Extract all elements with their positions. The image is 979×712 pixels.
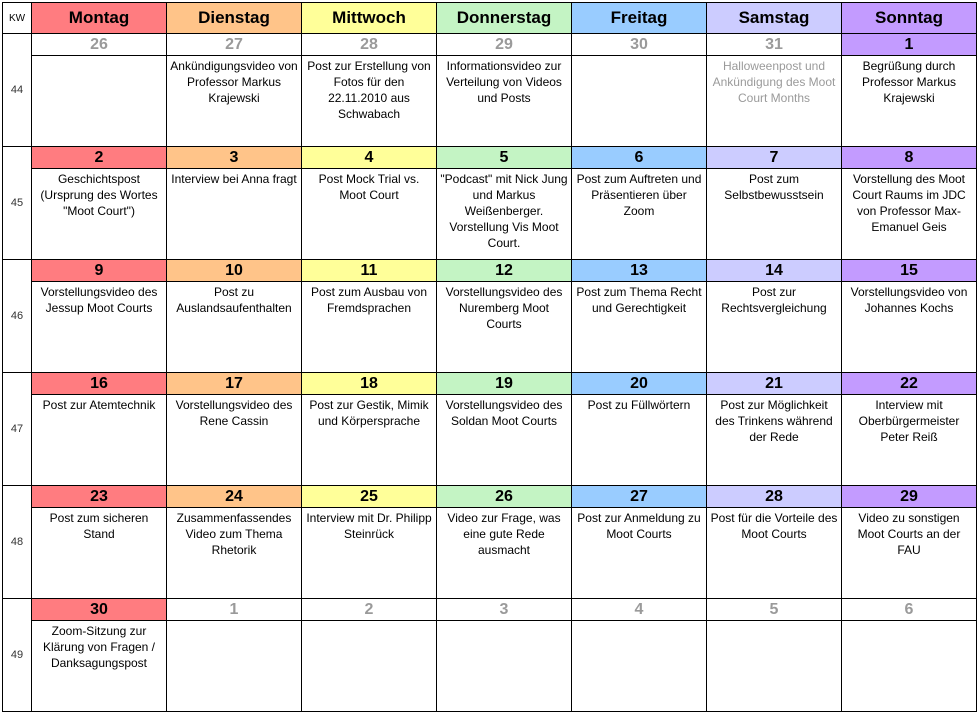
day-event-text: Video zur Frage, was eine gute Rede ausmacht <box>437 508 572 599</box>
day-event-text: Post zum Auftreten und Präsentieren über Zoom <box>572 169 707 260</box>
week-text-row <box>3 56 977 147</box>
day-number: 1 <box>842 34 977 56</box>
day-number: 30 <box>32 599 167 621</box>
day-event-text: "Podcast" mit Nick Jung und Markus Weißenberger. Vorstellung Vis Moot Court. <box>437 169 572 260</box>
day-number: 23 <box>32 486 167 508</box>
day-number: 15 <box>842 260 977 282</box>
day-number: 20 <box>572 373 707 395</box>
kw-cell: 46 <box>3 260 32 373</box>
day-event-text: Post zur Gestik, Mimik und Körpersprache <box>302 395 437 486</box>
day-number: 27 <box>572 486 707 508</box>
day-number: 5 <box>707 599 842 621</box>
calendar-grid <box>2 2 977 712</box>
day-number: 11 <box>302 260 437 282</box>
day-number: 24 <box>167 486 302 508</box>
day-event-text: Post Mock Trial vs. Moot Court <box>302 169 437 260</box>
day-header-montag: Montag <box>32 3 167 34</box>
day-event-text: Video zu sonstigen Moot Courts an der FAU <box>842 508 977 599</box>
day-event-text: Post zur Rechtsvergleichung <box>707 282 842 373</box>
day-event-text <box>572 56 707 147</box>
day-number: 3 <box>167 147 302 169</box>
day-number: 2 <box>32 147 167 169</box>
day-number: 16 <box>32 373 167 395</box>
day-event-text: Post zum Ausbau von Fremdsprachen <box>302 282 437 373</box>
day-event-text: Post zu Füllwörtern <box>572 395 707 486</box>
kw-cell: 49 <box>3 599 32 712</box>
day-header-freitag: Freitag <box>572 3 707 34</box>
day-number: 3 <box>437 599 572 621</box>
day-event-text: Post zum Thema Recht und Gerechtigkeit <box>572 282 707 373</box>
weekday-header-row <box>3 3 977 34</box>
day-event-text: Vorstellungsvideo des Jessup Moot Courts <box>32 282 167 373</box>
week-number-row <box>3 34 977 56</box>
kw-cell: 45 <box>3 147 32 260</box>
day-number: 21 <box>707 373 842 395</box>
day-event-text: Post zur Atemtechnik <box>32 395 167 486</box>
day-number: 28 <box>302 34 437 56</box>
week-number-row <box>3 486 977 508</box>
day-event-text: Vorstellungsvideo des Soldan Moot Courts <box>437 395 572 486</box>
day-event-text: Halloweenpost und Ankündigung des Moot Court Months <box>707 56 842 147</box>
day-number: 5 <box>437 147 572 169</box>
day-number: 8 <box>842 147 977 169</box>
day-event-text <box>842 621 977 712</box>
kw-cell: 44 <box>3 34 32 147</box>
day-event-text: Post zur Möglichkeit des Trinkens während der Rede <box>707 395 842 486</box>
day-number: 6 <box>572 147 707 169</box>
day-header-mittwoch: Mittwoch <box>302 3 437 34</box>
day-number: 1 <box>167 599 302 621</box>
day-event-text: Zoom-Sitzung zur Klärung von Fragen / Danksagungspost <box>32 621 167 712</box>
day-header-samstag: Samstag <box>707 3 842 34</box>
kw-cell: 48 <box>3 486 32 599</box>
day-event-text: Interview mit Dr. Philipp Steinrück <box>302 508 437 599</box>
day-event-text: Vorstellungsvideo des Rene Cassin <box>167 395 302 486</box>
week-number-row <box>3 147 977 169</box>
day-event-text: Interview mit Oberbürgermeister Peter Reiß <box>842 395 977 486</box>
day-event-text: Vorstellung des Moot Court Raums im JDC von Professor Max-Emanuel Geis <box>842 169 977 260</box>
day-number: 28 <box>707 486 842 508</box>
day-event-text: Interview bei Anna fragt <box>167 169 302 260</box>
day-number: 9 <box>32 260 167 282</box>
day-event-text <box>707 621 842 712</box>
day-number: 29 <box>842 486 977 508</box>
day-number: 4 <box>302 147 437 169</box>
day-number: 29 <box>437 34 572 56</box>
week-text-row <box>3 169 977 260</box>
day-event-text: Informationsvideo zur Verteilung von Videos und Posts <box>437 56 572 147</box>
day-event-text: Ankündigungsvideo von Professor Markus Krajewski <box>167 56 302 147</box>
kw-cell: 47 <box>3 373 32 486</box>
day-number: 27 <box>167 34 302 56</box>
day-header-donnerstag: Donnerstag <box>437 3 572 34</box>
day-event-text: Post zur Anmeldung zu Moot Courts <box>572 508 707 599</box>
week-text-row <box>3 621 977 712</box>
day-number: 31 <box>707 34 842 56</box>
day-number: 10 <box>167 260 302 282</box>
day-event-text: Post zum sicheren Stand <box>32 508 167 599</box>
day-event-text: Begrüßung durch Professor Markus Krajewski <box>842 56 977 147</box>
day-event-text <box>167 621 302 712</box>
day-number: 22 <box>842 373 977 395</box>
day-number: 26 <box>437 486 572 508</box>
day-event-text <box>572 621 707 712</box>
day-event-text: Post zu Auslandsaufenthalten <box>167 282 302 373</box>
day-event-text: Post zum Selbstbewusstsein <box>707 169 842 260</box>
day-event-text: Zusammenfassendes Video zum Thema Rhetorik <box>167 508 302 599</box>
day-number: 12 <box>437 260 572 282</box>
week-number-row <box>3 373 977 395</box>
day-event-text <box>437 621 572 712</box>
day-event-text: Post für die Vorteile des Moot Courts <box>707 508 842 599</box>
day-number: 6 <box>842 599 977 621</box>
day-event-text: Post zur Erstellung von Fotos für den 22.11.2010 aus Schwabach <box>302 56 437 147</box>
day-number: 26 <box>32 34 167 56</box>
day-number: 13 <box>572 260 707 282</box>
kw-header: KW <box>3 3 32 34</box>
day-event-text: Vorstellungsvideo des Nuremberg Moot Courts <box>437 282 572 373</box>
day-number: 18 <box>302 373 437 395</box>
day-number: 7 <box>707 147 842 169</box>
day-number: 25 <box>302 486 437 508</box>
day-event-text: Geschichtspost (Ursprung des Wortes "Moot Court") <box>32 169 167 260</box>
day-event-text: Vorstellungsvideo von Johannes Kochs <box>842 282 977 373</box>
week-text-row <box>3 282 977 373</box>
day-event-text <box>32 56 167 147</box>
day-header-sonntag: Sonntag <box>842 3 977 34</box>
week-text-row <box>3 395 977 486</box>
day-number: 17 <box>167 373 302 395</box>
week-number-row <box>3 260 977 282</box>
day-event-text <box>302 621 437 712</box>
week-text-row <box>3 508 977 599</box>
day-number: 2 <box>302 599 437 621</box>
day-number: 19 <box>437 373 572 395</box>
day-number: 4 <box>572 599 707 621</box>
day-header-dienstag: Dienstag <box>167 3 302 34</box>
day-number: 30 <box>572 34 707 56</box>
week-number-row <box>3 599 977 621</box>
day-number: 14 <box>707 260 842 282</box>
